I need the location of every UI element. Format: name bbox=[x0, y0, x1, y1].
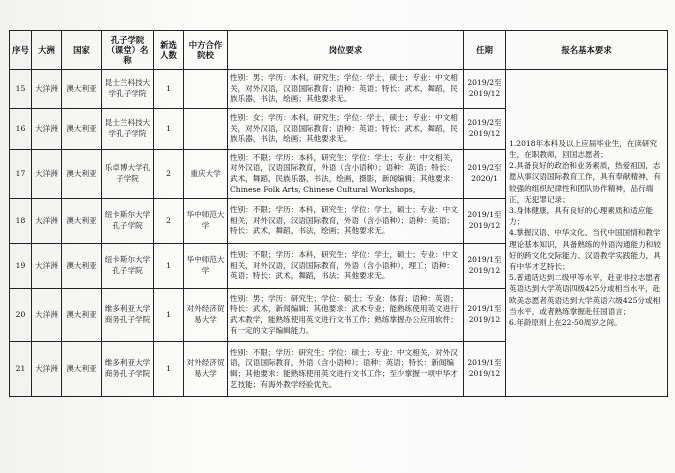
header-row bbox=[10, 31, 668, 70]
cell-partner: 对外经济贸易大学 bbox=[184, 342, 228, 397]
header-seq: 序号 bbox=[10, 31, 32, 70]
cell-requirements: 性别：男；学历：研究生；学位：硕士；专业：体育；语种：英语；特长：武术，新闻编辑；其他要求：武术专业；能熟练使用英文进行武术教学，能熟练使用英文进行文书工作；熟练掌握办公应用软件；有一定的文字编辑能力。 bbox=[228, 289, 464, 342]
cell-continent: 大洋洲 bbox=[32, 289, 62, 342]
cell-seq: 20 bbox=[10, 289, 32, 342]
cell-requirements: 性别：女；学历：本科，研究生；学位：学士，硕士；专业：中文相关，对外汉语，汉语国际教育；语种：英语；特长：武术，舞蹈，民族乐器，书法，绘画；其他要求无。 bbox=[228, 109, 464, 150]
cell-partner bbox=[184, 70, 228, 109]
table-row bbox=[10, 70, 668, 109]
header-quota: 新选人数 bbox=[154, 31, 184, 70]
cell-continent: 大洋洲 bbox=[32, 150, 62, 199]
cell-institute: 维多利亚大学商务孔子学院 bbox=[102, 342, 154, 397]
cell-seq: 17 bbox=[10, 150, 32, 199]
cell-country: 澳大利亚 bbox=[62, 150, 102, 199]
cell-term: 2019/1至2019/12 bbox=[464, 244, 506, 289]
cell-country: 澳大利亚 bbox=[62, 289, 102, 342]
cell-term: 2019/2至2020/1 bbox=[464, 150, 506, 199]
cell-country: 澳大利亚 bbox=[62, 109, 102, 150]
cell-partner bbox=[184, 109, 228, 150]
cell-seq: 19 bbox=[10, 244, 32, 289]
cell-institute: 维多利亚大学商务孔子学院 bbox=[102, 289, 154, 342]
cell-quota: 1 bbox=[154, 342, 184, 397]
header-term: 任期 bbox=[464, 31, 506, 70]
cell-seq: 16 bbox=[10, 109, 32, 150]
cell-continent: 大洋洲 bbox=[32, 199, 62, 244]
cell-continent: 大洋洲 bbox=[32, 109, 62, 150]
header-partner: 中方合作院校 bbox=[184, 31, 228, 70]
cell-partner: 华中师范大学 bbox=[184, 199, 228, 244]
cell-requirements: 性别：男；学历：本科，研究生；学位：学士，硕士；专业：中文相关，对外汉语，汉语国际教育；语种：英语；特长：武术，舞蹈，民族乐器，书法，绘画；其他要求无。 bbox=[228, 70, 464, 109]
cell-partner: 重庆大学 bbox=[184, 150, 228, 199]
cell-requirements: 性别：不限；学历：本科，研究生；学位：学士；专业：中文相关，对外汉语，汉语国际教育，外语（含小语种）；语种：英语；特长：武术，舞蹈，民族乐器，书法，绘画，摄影，新闻编辑；其他要求：Chinese Folk Arts, Chinese Cultural Workshops。 bbox=[228, 150, 464, 199]
cell-partner: 华中师范大学 bbox=[184, 244, 228, 289]
position-table bbox=[9, 30, 668, 397]
cell-term: 2019/1至2019/12 bbox=[464, 199, 506, 244]
cell-term: 2019/2至2019/12 bbox=[464, 70, 506, 109]
cell-quota: 2 bbox=[154, 150, 184, 199]
cell-country: 澳大利亚 bbox=[62, 70, 102, 109]
cell-requirements: 性别：不限；学历：本科，研究生；学位：学士，硕士；专业：中文相关，对外汉语，汉语国际教育，外语（含小语种），理工；语种：英语；特长：武术，舞蹈，书法；其他要求无。 bbox=[228, 244, 464, 289]
basic-requirements-cell bbox=[506, 70, 668, 397]
cell-quota: 1 bbox=[154, 109, 184, 150]
header-country: 国家 bbox=[62, 31, 102, 70]
cell-institute: 纽卡斯尔大学孔子学院 bbox=[102, 199, 154, 244]
cell-partner: 对外经济贸易大学 bbox=[184, 289, 228, 342]
cell-country: 澳大利亚 bbox=[62, 342, 102, 397]
header-basic: 报名基本要求 bbox=[506, 31, 668, 70]
basic-requirement-item: 4.掌握汉语、中华文化、当代中国国情和教学理论基本知识，具备熟练的外语沟通能力和较好的跨文化交际能力、汉语教学实践能力，具有中华才艺特长； bbox=[509, 228, 661, 271]
cell-country: 澳大利亚 bbox=[62, 244, 102, 289]
basic-requirement-item: 1.2018年本科及以上应届毕业生，在读研究生，在职教师，回国志愿者； bbox=[509, 138, 658, 159]
cell-term: 2019/2至2019/12 bbox=[464, 109, 506, 150]
header-continent: 大洲 bbox=[32, 31, 62, 70]
basic-requirement-item: 5.普通话达到二级甲等水平，赴亚非拉志愿者英语达到大学英语四级425分或相当水平，赴欧美志愿者英语达到大学英语六级425分或相当水平，或者熟练掌握赴任国语言； bbox=[509, 273, 661, 316]
cell-quota: 1 bbox=[154, 70, 184, 109]
header-requirements: 岗位要求 bbox=[228, 31, 464, 70]
cell-seq: 15 bbox=[10, 70, 32, 109]
cell-requirements: 性别：不限；学历：研究生；学位：硕士；专业：中文相关，对外汉语，汉语国际教育，外语（含小语种）；语种：英语；特长：新闻编辑；其他要求：能熟练使用英文进行文书工作；至少掌握一项中华才艺技能；有海外教学经验优先。 bbox=[228, 342, 464, 397]
cell-term: 2019/1至2019/12 bbox=[464, 289, 506, 342]
cell-continent: 大洋洲 bbox=[32, 244, 62, 289]
basic-requirement-item: 6.年龄原则上在22-50周岁之间。 bbox=[509, 318, 622, 328]
cell-institute: 昆士兰科技大学孔子学院 bbox=[102, 109, 154, 150]
header-institute: 孔子学院（课堂）名称 bbox=[102, 31, 154, 70]
cell-quota: 2 bbox=[154, 199, 184, 244]
cell-requirements: 性别：不限；学历：本科，研究生；学位：学士，硕士；专业：中文相关，对外汉语，汉语国际教育，外语（含小语种）；语种：英语；特长：武术，舞蹈，书法，绘画；其他要求无。 bbox=[228, 199, 464, 244]
cell-continent: 大洋洲 bbox=[32, 70, 62, 109]
cell-country: 澳大利亚 bbox=[62, 199, 102, 244]
cell-term: 2019/1至2019/12 bbox=[464, 342, 506, 397]
cell-institute: 乐卓博大学孔子学院 bbox=[102, 150, 154, 199]
cell-seq: 18 bbox=[10, 199, 32, 244]
basic-requirement-item: 2.具备良好的政治和业务素质，热爱祖国，志愿从事汉语国际教育工作，具有奉献精神，有较强的组织纪律性和团队协作精神，品行端正，无犯罪记录； bbox=[509, 161, 661, 204]
cell-seq: 21 bbox=[10, 342, 32, 397]
cell-institute: 纽卡斯尔大学孔子学院 bbox=[102, 244, 154, 289]
cell-continent: 大洋洲 bbox=[32, 342, 62, 397]
cell-quota: 1 bbox=[154, 244, 184, 289]
cell-institute: 昆士兰科技大学孔子学院 bbox=[102, 70, 154, 109]
cell-quota: 1 bbox=[154, 289, 184, 342]
basic-requirement-item: 3.身体健康，具有良好的心理素质和适应能力； bbox=[509, 205, 653, 227]
